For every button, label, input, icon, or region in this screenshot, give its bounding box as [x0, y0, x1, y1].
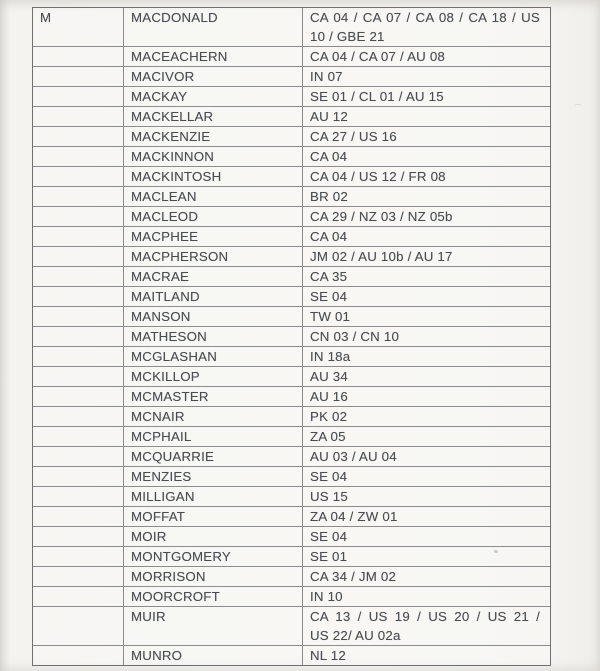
- surname-cell: MACKAY: [124, 87, 303, 106]
- codes-cell: [303, 167, 550, 186]
- section-letter-cell: [33, 407, 124, 426]
- codes-line: NL 12: [310, 648, 346, 663]
- surname-cell: MACLEAN: [124, 187, 303, 206]
- section-letter-cell: [33, 646, 124, 665]
- surname-cell: MACEACHERN: [124, 47, 303, 66]
- table-row: [33, 406, 550, 426]
- table-row: [33, 386, 550, 406]
- codes-cell: [303, 67, 550, 86]
- surname-cell: MACPHERSON: [124, 247, 303, 266]
- codes-line: CA 34 / JM 02: [310, 569, 397, 584]
- table-row: [33, 426, 550, 446]
- table-row: [33, 366, 550, 386]
- table-row: [33, 486, 550, 506]
- codes-line: CA 04: [310, 149, 348, 164]
- section-letter-cell: [33, 367, 124, 386]
- codes-line: CA 35: [310, 269, 348, 284]
- section-letter-cell: [33, 387, 124, 406]
- codes-line: 10 / GBE 21: [310, 29, 385, 44]
- surname-cell: MCQUARRIE: [124, 447, 303, 466]
- section-letter-cell: M: [33, 8, 124, 46]
- codes-cell: [303, 407, 550, 426]
- codes-line: CN 03 / CN 10: [310, 329, 400, 344]
- section-letter-cell: [33, 87, 124, 106]
- codes-line: AU 03 / AU 04: [310, 449, 397, 464]
- section-letter-cell: [33, 507, 124, 526]
- codes-line: CA 13 / US 19 / US 20 / US 21 /: [310, 609, 540, 624]
- section-letter-cell: [33, 67, 124, 86]
- surname-cell: MACLEOD: [124, 207, 303, 226]
- codes-cell: [303, 487, 550, 506]
- surname-cell: MILLIGAN: [124, 487, 303, 506]
- codes-cell: [303, 387, 550, 406]
- table-row: [33, 86, 550, 106]
- section-letter-cell: [33, 527, 124, 546]
- section-letter-cell: [33, 147, 124, 166]
- codes-line: SE 04: [310, 469, 348, 484]
- section-letter-cell: [33, 167, 124, 186]
- section-letter-cell: [33, 547, 124, 566]
- section-letter-cell: [33, 247, 124, 266]
- codes-line: SE 04: [310, 289, 348, 304]
- surname-cell: MCNAIR: [124, 407, 303, 426]
- codes-line: AU 16: [310, 389, 348, 404]
- codes-line: JM 02 / AU 10b / AU 17: [310, 249, 453, 264]
- codes-cell: [303, 127, 550, 146]
- surname-cell: MANSON: [124, 307, 303, 326]
- codes-line: CA 04 / CA 07 / CA 08 / CA 18 / US: [310, 10, 540, 25]
- surname-index-table: [32, 7, 551, 666]
- codes-cell: [303, 307, 550, 326]
- codes-cell: [303, 47, 550, 66]
- codes-cell: [303, 267, 550, 286]
- codes-line: AU 34: [310, 369, 348, 384]
- table-row: [33, 546, 550, 566]
- table-row: [33, 266, 550, 286]
- codes-cell: [303, 547, 550, 566]
- codes-line: SE 01 / CL 01 / AU 15: [310, 89, 444, 104]
- codes-line: IN 07: [310, 69, 343, 84]
- codes-cell: [303, 227, 550, 246]
- codes-line: ZA 04 / ZW 01: [310, 509, 398, 524]
- codes-line: CA 04 / CA 07 / AU 08: [310, 49, 446, 64]
- surname-cell: MACKELLAR: [124, 107, 303, 126]
- surname-cell: MACPHEE: [124, 227, 303, 246]
- codes-cell: [303, 447, 550, 466]
- section-letter-cell: [33, 287, 124, 306]
- codes-cell: [303, 327, 550, 346]
- codes-line: CA 04: [310, 229, 348, 244]
- scan-speck: [575, 104, 581, 105]
- codes-cell: [303, 467, 550, 486]
- table-row: [33, 306, 550, 326]
- table-row: [33, 46, 550, 66]
- surname-cell: MOORCROFT: [124, 587, 303, 606]
- section-letter-cell: [33, 567, 124, 586]
- table-row: [33, 126, 550, 146]
- surname-cell: MUIR: [124, 607, 303, 645]
- surname-cell: MCMASTER: [124, 387, 303, 406]
- surname-cell: MACDONALD: [124, 8, 303, 46]
- table-row: [33, 286, 550, 306]
- codes-cell: [303, 107, 550, 126]
- codes-line: IN 10: [310, 589, 343, 604]
- codes-line: SE 01: [310, 549, 348, 564]
- section-letter-cell: [33, 467, 124, 486]
- surname-cell: MACKINNON: [124, 147, 303, 166]
- surname-cell: MCKILLOP: [124, 367, 303, 386]
- section-letter-cell: [33, 107, 124, 126]
- codes-cell: [303, 247, 550, 266]
- table-row: [33, 586, 550, 606]
- section-letter-cell: [33, 267, 124, 286]
- codes-cell: [303, 567, 550, 586]
- codes-cell: [303, 147, 550, 166]
- section-letter-cell: [33, 187, 124, 206]
- codes-line: PK 02: [310, 409, 348, 424]
- table-row: [33, 326, 550, 346]
- codes-line: TW 01: [310, 309, 351, 324]
- surname-cell: MATHESON: [124, 327, 303, 346]
- section-letter-cell: [33, 207, 124, 226]
- table-row: [33, 346, 550, 366]
- codes-line: US 22/ AU 02a: [310, 628, 401, 643]
- table-row: [33, 186, 550, 206]
- surname-cell: MACKENZIE: [124, 127, 303, 146]
- codes-cell: [303, 587, 550, 606]
- surname-cell: MACKINTOSH: [124, 167, 303, 186]
- surname-cell: MACRAE: [124, 267, 303, 286]
- table-row: [33, 66, 550, 86]
- section-letter-cell: [33, 307, 124, 326]
- codes-line: CA 27 / US 16: [310, 129, 397, 144]
- surname-cell: MOIR: [124, 527, 303, 546]
- codes-cell: [303, 207, 550, 226]
- section-letter-cell: [33, 487, 124, 506]
- codes-line: BR 02: [310, 189, 348, 204]
- surname-cell: MONTGOMERY: [124, 547, 303, 566]
- codes-cell: [303, 87, 550, 106]
- surname-cell: MACIVOR: [124, 67, 303, 86]
- table-row: [33, 526, 550, 546]
- table-row: [33, 106, 550, 126]
- surname-cell: MUNRO: [124, 646, 303, 665]
- section-letter-cell: [33, 47, 124, 66]
- table-row: [33, 506, 550, 526]
- codes-line: ZA 05: [310, 429, 346, 444]
- codes-cell: [303, 507, 550, 526]
- table-row: [33, 566, 550, 586]
- section-letter-cell: [33, 447, 124, 466]
- codes-cell: [303, 527, 550, 546]
- section-letter-cell: [33, 607, 124, 645]
- codes-line: CA 29 / NZ 03 / NZ 05b: [310, 209, 453, 224]
- codes-cell: [303, 646, 550, 665]
- surname-cell: MENZIES: [124, 467, 303, 486]
- surname-cell: MOFFAT: [124, 507, 303, 526]
- codes-cell: [303, 287, 550, 306]
- surname-cell: MAITLAND: [124, 287, 303, 306]
- table-row: [33, 466, 550, 486]
- codes-line: AU 12: [310, 109, 348, 124]
- section-letter-cell: [33, 327, 124, 346]
- table-row: [33, 8, 550, 46]
- section-letter-cell: [33, 347, 124, 366]
- codes-cell: [303, 187, 550, 206]
- codes-line: IN 18a: [310, 349, 351, 364]
- table-row: [33, 645, 550, 665]
- codes-line: US 15: [310, 489, 348, 504]
- codes-line: CA 04 / US 12 / FR 08: [310, 169, 446, 184]
- codes-cell: [303, 427, 550, 446]
- table-row: [33, 206, 550, 226]
- surname-cell: MCPHAIL: [124, 427, 303, 446]
- section-letter-cell: [33, 427, 124, 446]
- surname-cell: MCGLASHAN: [124, 347, 303, 366]
- codes-cell: [303, 347, 550, 366]
- codes-line: SE 04: [310, 529, 348, 544]
- table-row: [33, 226, 550, 246]
- table-row: [33, 606, 550, 645]
- table-row: [33, 166, 550, 186]
- table-row: [33, 146, 550, 166]
- surname-cell: MORRISON: [124, 567, 303, 586]
- section-letter-cell: [33, 587, 124, 606]
- table-row: [33, 246, 550, 266]
- section-letter-cell: [33, 127, 124, 146]
- section-letter-cell: [33, 227, 124, 246]
- codes-cell: [303, 367, 550, 386]
- codes-cell: [303, 607, 550, 645]
- table-row: [33, 446, 550, 466]
- codes-cell: [303, 8, 550, 46]
